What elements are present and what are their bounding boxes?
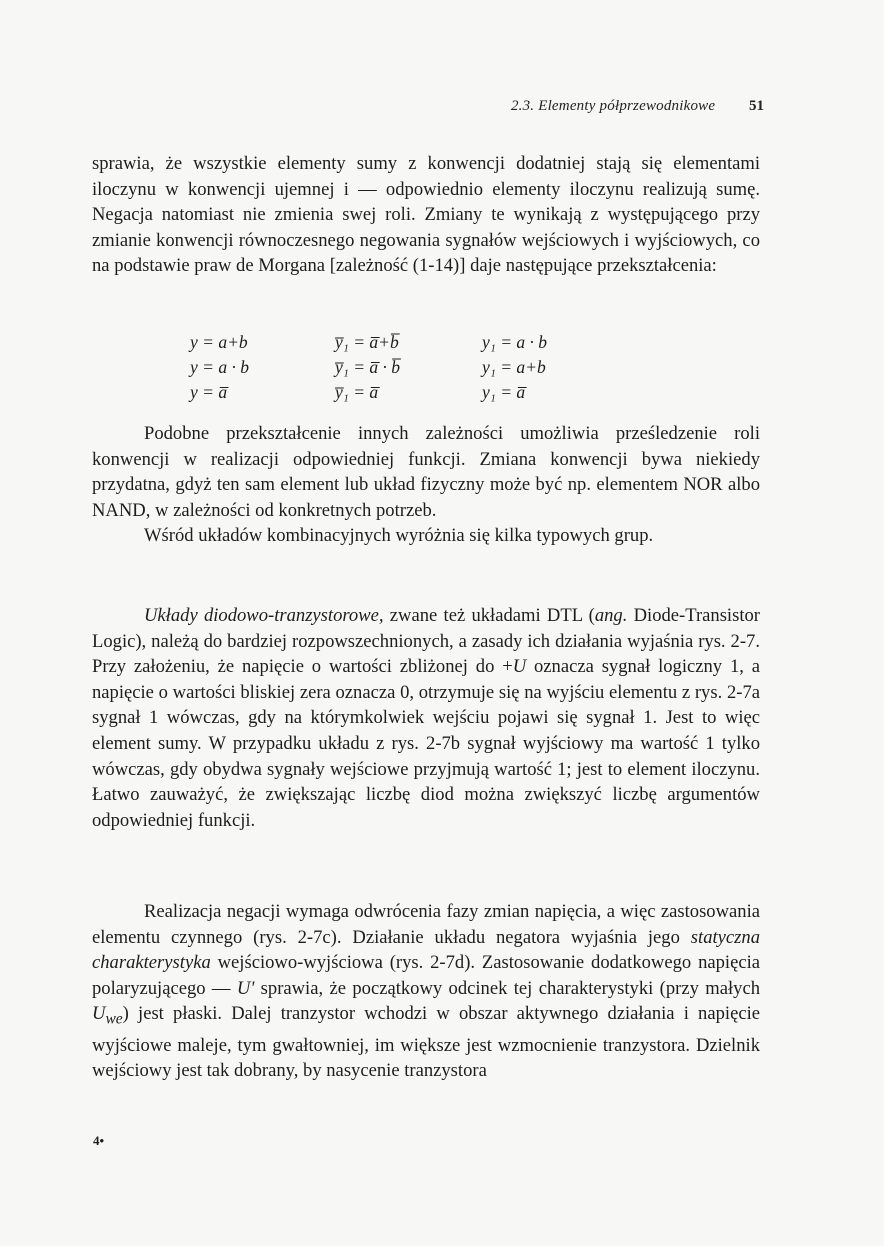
paragraph-4 xyxy=(92,899,760,1084)
term-dtl: Układy diodowo-tranzystorowe, xyxy=(144,605,384,626)
formula: y̅₁ = a̅̅ xyxy=(335,382,379,402)
formula-row xyxy=(190,332,650,357)
formula-block xyxy=(190,332,650,407)
formula: y̅₁ = a̅+b̅ xyxy=(335,332,399,352)
paragraph-2b-text: Wśród układów kombinacyjnych wyróżnia się kilka typowych grup. xyxy=(144,525,654,547)
paragraph-1-text: sprawia, że wszystkie elementy sumy z konwencji dodatniej stają się elementami iloczynu w konwencji ujemnej i — odpowiednio elementy iloczynu realizują sumę. Negacja natomiast nie zmienia swej roli. Zmiany te wynikają z występującego przy zmianie konwencji równoczesnego negowania sygnałów wejściowych i wyjściowych, co na podstawie praw de Morgana [zależność (1-14)] daje następujące przekształcenia: xyxy=(92,153,760,277)
paragraph-1 xyxy=(92,151,760,279)
running-header xyxy=(511,98,764,115)
running-title: 2.3. Elementy półprzewodnikowe xyxy=(510,98,716,114)
paragraph-2-text: Podobne przekształcenie innych zależności umożliwia prześledzenie roli konwencji w realizacji odpowiedniej funkcji. Zmiana konwencji bywa niekiedy przydatna, gdyż ten sam element lub układ fizyczny może być np. elementem NOR albo NAND, w zależności od konkretnych potrzeb. xyxy=(92,423,760,521)
formula: y₁ = a̅ xyxy=(482,382,526,402)
paragraph-2 xyxy=(92,421,760,549)
formula: y = a̅ xyxy=(190,382,228,402)
formula: y = a · b xyxy=(190,357,249,377)
formula-row xyxy=(190,357,650,382)
paragraph-3 xyxy=(92,603,760,833)
formula: y₁ = a+b xyxy=(482,357,546,377)
formula-row xyxy=(190,382,650,407)
paragraph-4-text: Realizacja negacji wymaga odwrócenia fazy zmian napięcia, a więc zastosowania elementu czynnego (rys. 2-7c). Działanie układu negatora wyjaśnia jego statyczna charakterystyka wejściowo-wyjściowa (rys. 2-7d). Zastosowanie dodatkowego napięcia polaryzującego — U' sprawia, że początkowy odcinek tej charakterystyki (przy małych $U_{we}$) jest płaski. Dalej tranzystor wchodzi w obszar aktywnego działania i napięcie wyjściowe maleje, tym gwałtowniej, im większe jest wzmocnienie tranzystora. Dzielnik wejściowy jest tak dobrany, by nasycenie tranzystora xyxy=(92,901,760,1082)
formula: y̅₁ = a̅ · b̅ xyxy=(335,357,401,377)
page-number: 51 xyxy=(749,98,764,114)
term-characteristic: statyczna charakterystyka xyxy=(92,926,760,974)
paragraph-3-text: Układy diodowo-tranzystorowe, zwane też układami DTL (ang. Diode-Transistor Logic), należą do bardziej rozpowszechnionych, a zasady ich działania wyjaśnia rys. 2-7. Przy założeniu, że napięcie o wartości zbliżonej do +U oznacza sygnał logiczny 1, a napięcie o wartości bliskiej zera oznacza 0, otrzymuje się na wyjściu elementu z rys. 2-7a sygnał 1 wówczas, gdy na którymkolwiek wejściu pojawi się sygnał 1. Jest to więc element sumy. W przypadku układu z rys. 2-7b sygnał wyjściowy ma wartość 1 tylko wówczas, gdy obydwa sygnały wejściowe przyjmują wartość 1; jest to element iloczynu. Łatwo zauważyć, że zwiększając liczbę diod można zwiększyć liczbę argumentów odpowiedniej funkcji. xyxy=(92,605,761,831)
formula: y = a+b xyxy=(190,332,248,352)
signature-mark: 4• xyxy=(93,1133,105,1148)
formula: y₁ = a · b xyxy=(482,332,548,352)
